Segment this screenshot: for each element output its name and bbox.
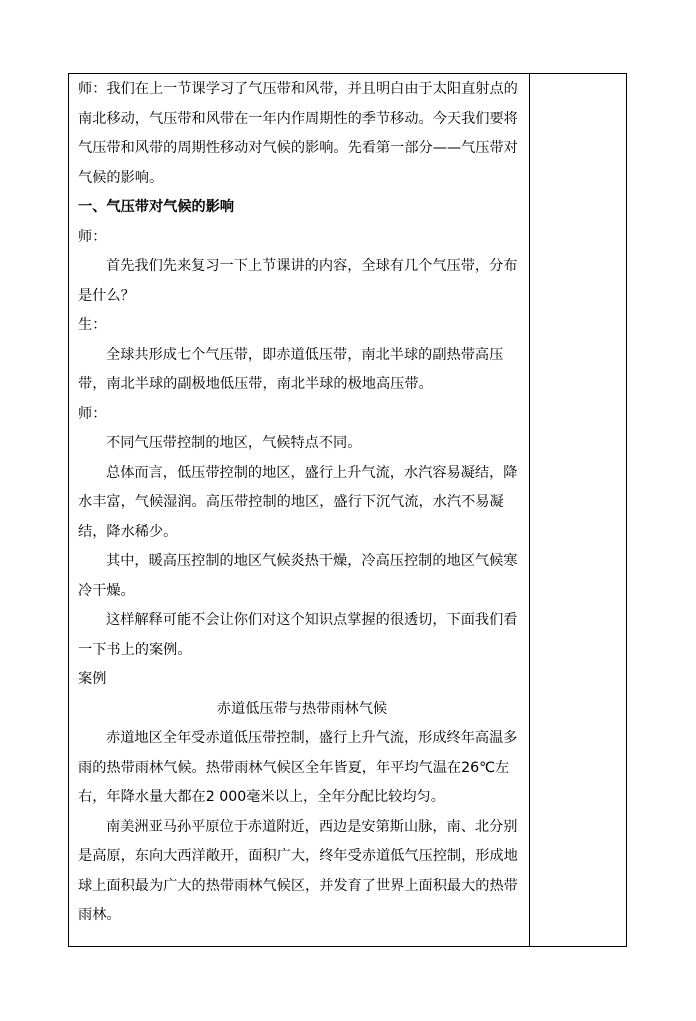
paragraph-transition: 这样解释可能不会让你们对这个知识点掌握的很透切，下面我们看一下书上的案例。 xyxy=(78,612,518,658)
paragraph-review-question: 首先我们先来复习一下上节课讲的内容，全球有几个气压带，分布是什么？ xyxy=(78,258,518,304)
paragraph-climate-difference: 不同气压带控制的地区，气候特点不同。 xyxy=(106,435,362,451)
paragraph-student-answer: 全球共形成七个气压带，即赤道低压带，南北半球的副热带高压带，南北半球的副极地低压带，南北半球的极地高压带。 xyxy=(78,346,504,392)
lesson-content xyxy=(78,75,526,931)
speaker-teacher: 师： xyxy=(78,405,107,422)
section-heading: 一、气压带对气候的影响 xyxy=(78,199,235,215)
paragraph-high-pressure: 其中，暖高压控制的地区气候炎热干燥，冷高压控制的地区气候寒冷干燥。 xyxy=(78,553,518,599)
paragraph-case-equator: 赤道地区全年受赤道低压带控制，盛行上升气流，形成终年高温多雨的热带雨林气候。热带雨林气候区全年皆夏，年平均气温在26℃左右，年降水量大都在2 000毫米以上，全年分配比较均匀。 xyxy=(78,730,518,805)
case-title: 赤道低压带与热带雨林气候 xyxy=(216,700,388,717)
speaker-teacher: 师： xyxy=(78,228,107,245)
case-label: 案例 xyxy=(78,671,107,687)
notes-cell xyxy=(530,74,626,946)
speaker-student: 生： xyxy=(78,317,107,333)
paragraph-teacher-intro: 师：我们在上一节课学习了气压带和风带，并且明白由于太阳直射点的南北移动，气压带和风带在一年内作周期性的季节移动。今天我们要将气压带和风带的周期性移动对气候的影响。先看第一部分——气压带对气候的影响。 xyxy=(78,81,518,186)
paragraph-overview: 总体而言，低压带控制的地区，盛行上升气流，水汽容易凝结，降水丰富，气候湿润。高压带控制的地区，盛行下沉气流，水汽不易凝结，降水稀少。 xyxy=(78,464,518,540)
paragraph-case-amazon: 南美洲亚马孙平原位于赤道附近，西边是安第斯山脉，南、北分别是高原，东向大西洋敞开，面积广大，终年受赤道低气压控制，形成地球上面积最为广大的热带雨林气候区，并发育了世界上面积最大的热带雨林。 xyxy=(78,818,518,923)
